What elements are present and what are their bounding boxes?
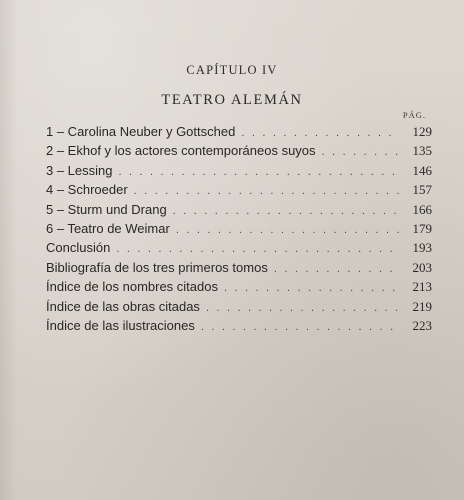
toc-entry <box>46 299 432 318</box>
dot-leader <box>116 243 400 255</box>
toc-entry-page: 157 <box>412 182 432 198</box>
toc-entry <box>46 124 432 143</box>
toc-entry <box>46 318 432 337</box>
toc-entry-page: 223 <box>412 317 432 333</box>
toc-entry-page: 203 <box>412 259 432 275</box>
dot-leader <box>206 302 400 314</box>
toc-entry <box>46 279 432 298</box>
toc-entry-title: Índice de las obras citadas <box>46 298 200 314</box>
toc-entry <box>46 143 432 162</box>
dot-leader <box>173 205 400 217</box>
toc-entry-page: 193 <box>412 240 432 256</box>
dot-leader <box>176 224 400 236</box>
dot-leader <box>201 321 400 333</box>
dot-leader <box>274 263 400 275</box>
toc-entry-page: 146 <box>412 162 432 178</box>
toc-entry-title: 6 – Teatro de Weimar <box>46 220 170 236</box>
toc-entry-page: 166 <box>412 201 432 217</box>
dot-leader <box>224 282 400 294</box>
dot-leader <box>119 166 401 178</box>
dot-leader <box>322 146 400 158</box>
toc-entry-title: Índice de las ilustraciones <box>46 317 195 333</box>
toc-entry-page: 135 <box>412 143 432 159</box>
toc-entry-title: Índice de los nombres citados <box>46 279 218 295</box>
toc-entry <box>46 163 432 182</box>
chapter-title: TEATRO ALEMÁN <box>161 92 303 108</box>
toc-entry-title: 2 – Ekhof y los actores contemporáneos suyos <box>46 143 316 159</box>
toc-entry-page: 219 <box>412 298 432 314</box>
toc-entry-title: 5 – Sturm und Drang <box>46 201 167 217</box>
toc-entry-title: 1 – Carolina Neuber y Gottsched <box>46 124 236 139</box>
toc-entry-title: Conclusión <box>46 240 111 256</box>
table-of-contents <box>46 124 432 337</box>
dot-leader <box>134 185 400 197</box>
toc-entry <box>46 221 432 240</box>
dot-leader <box>241 127 400 139</box>
toc-entry-title: 4 – Schroeder <box>46 182 128 198</box>
toc-entry-page: 213 <box>412 279 432 295</box>
toc-entry-title: 3 – Lessing <box>46 162 113 178</box>
page-column-header: PÁG. <box>402 110 426 120</box>
toc-entry-title: Bibliografía de los tres primeros tomos <box>46 259 268 275</box>
toc-entry-page: 129 <box>412 124 432 139</box>
toc-entry <box>46 182 432 201</box>
toc-entry-page: 179 <box>412 220 432 236</box>
chapter-label: CAPÍTULO IV <box>186 63 278 77</box>
toc-entry <box>46 260 432 279</box>
toc-entry <box>46 202 432 221</box>
toc-entry <box>46 240 432 259</box>
